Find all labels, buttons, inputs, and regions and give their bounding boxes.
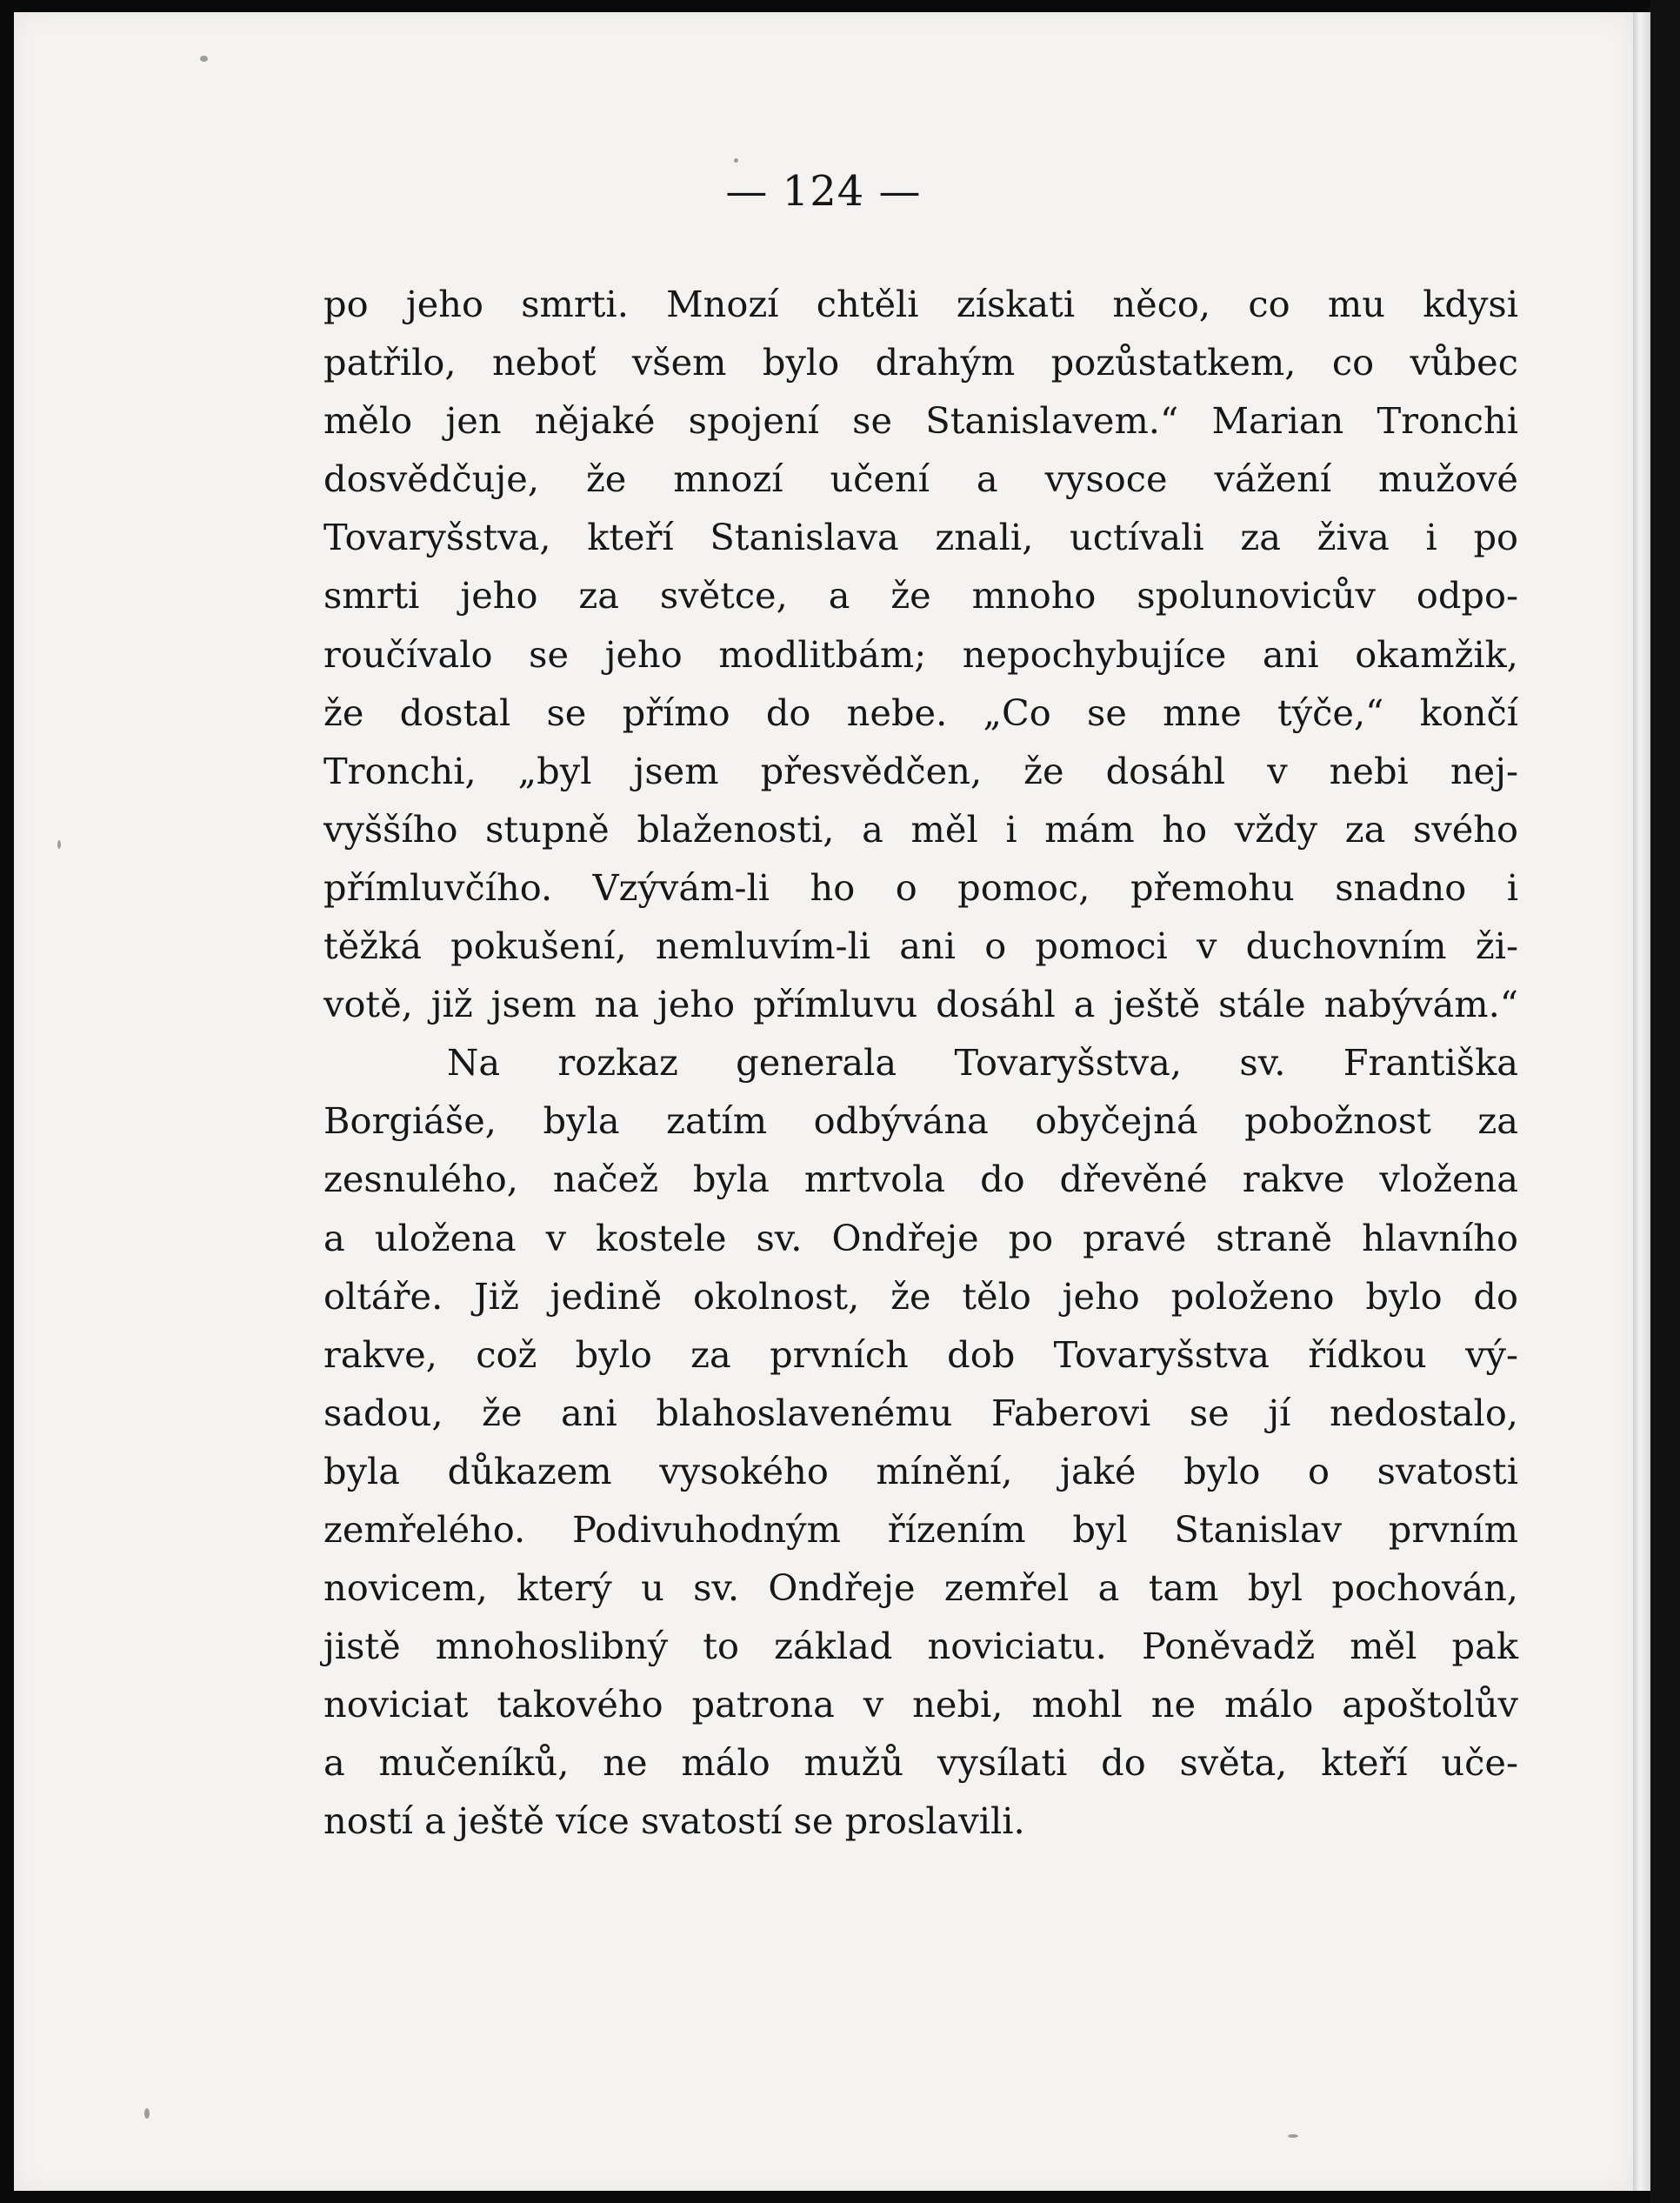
text-line: noviciat takového patrona v nebi, mohl ne málo apoštolův bbox=[323, 1683, 1518, 1726]
text-line: rakve, což bylo za prvních dob Tovaryšstva řídkou vý- bbox=[323, 1332, 1518, 1376]
text-line: novicem, který u sv. Ondřeje zemřel a tam byl pochován, bbox=[323, 1566, 1518, 1610]
text-line: přímluvčího. Vzývám-li ho o pomoc, přemohu snadno i bbox=[323, 865, 1518, 909]
text-line: zemřelého. Podivuhodným řízením byl Stanislav prvním bbox=[323, 1507, 1518, 1551]
text-line: vyššího stupně blaženosti, a měl i mám ho vždy za svého bbox=[323, 807, 1518, 851]
text-line: byla důkazem vysokého mínění, jaké bylo o svatosti bbox=[323, 1449, 1518, 1492]
page-number: — 124 — bbox=[725, 167, 922, 216]
book-page bbox=[14, 12, 1633, 2191]
text-line: sadou, že ani blahoslavenému Faberovi se jí nedostalo, bbox=[323, 1391, 1518, 1434]
body-text bbox=[323, 275, 1518, 1851]
text-line: roučívalo se jeho modlitbám; nepochybujíce ani okamžik, bbox=[323, 632, 1518, 676]
text-line: votě, již jsem na jeho přímluvu dosáhl a ještě stále nabývám.“ bbox=[323, 983, 1518, 1026]
text-line: Borgiáše, byla zatím odbývána obyčejná pobožnost za bbox=[323, 1099, 1518, 1143]
text-line: Tovaryšstva, kteří Stanislava znali, uctívali za živa i po bbox=[323, 516, 1518, 559]
text-line: a uložena v kostele sv. Ondřeje po pravé straně hlavního bbox=[323, 1216, 1518, 1259]
text-line: ností a ještě více svatostí se proslavili. bbox=[323, 1799, 1025, 1843]
paragraph-start-line: Na rozkaz generala Tovaryšstva, sv. Františka bbox=[447, 1041, 1518, 1085]
text-line: Tronchi, „byl jsem přesvědčen, že dosáhl v nebi nej- bbox=[323, 749, 1518, 792]
text-line: těžká pokušení, nemluvím-li ani o pomoci v duchovním ži- bbox=[323, 925, 1518, 968]
text-line: smrti jeho za světce, a že mnoho spolunovicův odpo- bbox=[323, 574, 1518, 618]
text-line: oltáře. Již jedině okolnost, že tělo jeho položeno bylo do bbox=[323, 1274, 1518, 1318]
text-line: zesnulého, načež byla mrtvola do dřevěné rakve vložena bbox=[323, 1158, 1518, 1201]
paper-speck bbox=[734, 158, 738, 163]
paper-speck bbox=[144, 2108, 150, 2119]
text-line: dosvědčuje, že mnozí učení a vysoce vážení mužové bbox=[323, 457, 1518, 501]
paper-speck bbox=[200, 56, 208, 62]
paper-speck bbox=[1288, 2134, 1298, 2138]
text-line: patřilo, neboť všem bylo drahým pozůstatkem, co vůbec bbox=[323, 341, 1518, 384]
binding-edge bbox=[1650, 0, 1680, 2203]
text-line: mělo jen nějaké spojení se Stanislavem.“ Marian Tronchi bbox=[323, 399, 1518, 443]
paper-speck bbox=[57, 840, 61, 849]
text-line: jistě mnohoslibný to základ noviciatu. Poněvadž měl pak bbox=[323, 1625, 1518, 1668]
text-line: že dostal se přímo do nebe. „Co se mne týče,“ končí bbox=[323, 691, 1518, 734]
text-line: a mučeníků, ne málo mužů vysílati do světa, kteří uče- bbox=[323, 1741, 1518, 1785]
text-line: po jeho smrti. Mnozí chtěli získati něco, co mu kdysi bbox=[323, 283, 1518, 325]
